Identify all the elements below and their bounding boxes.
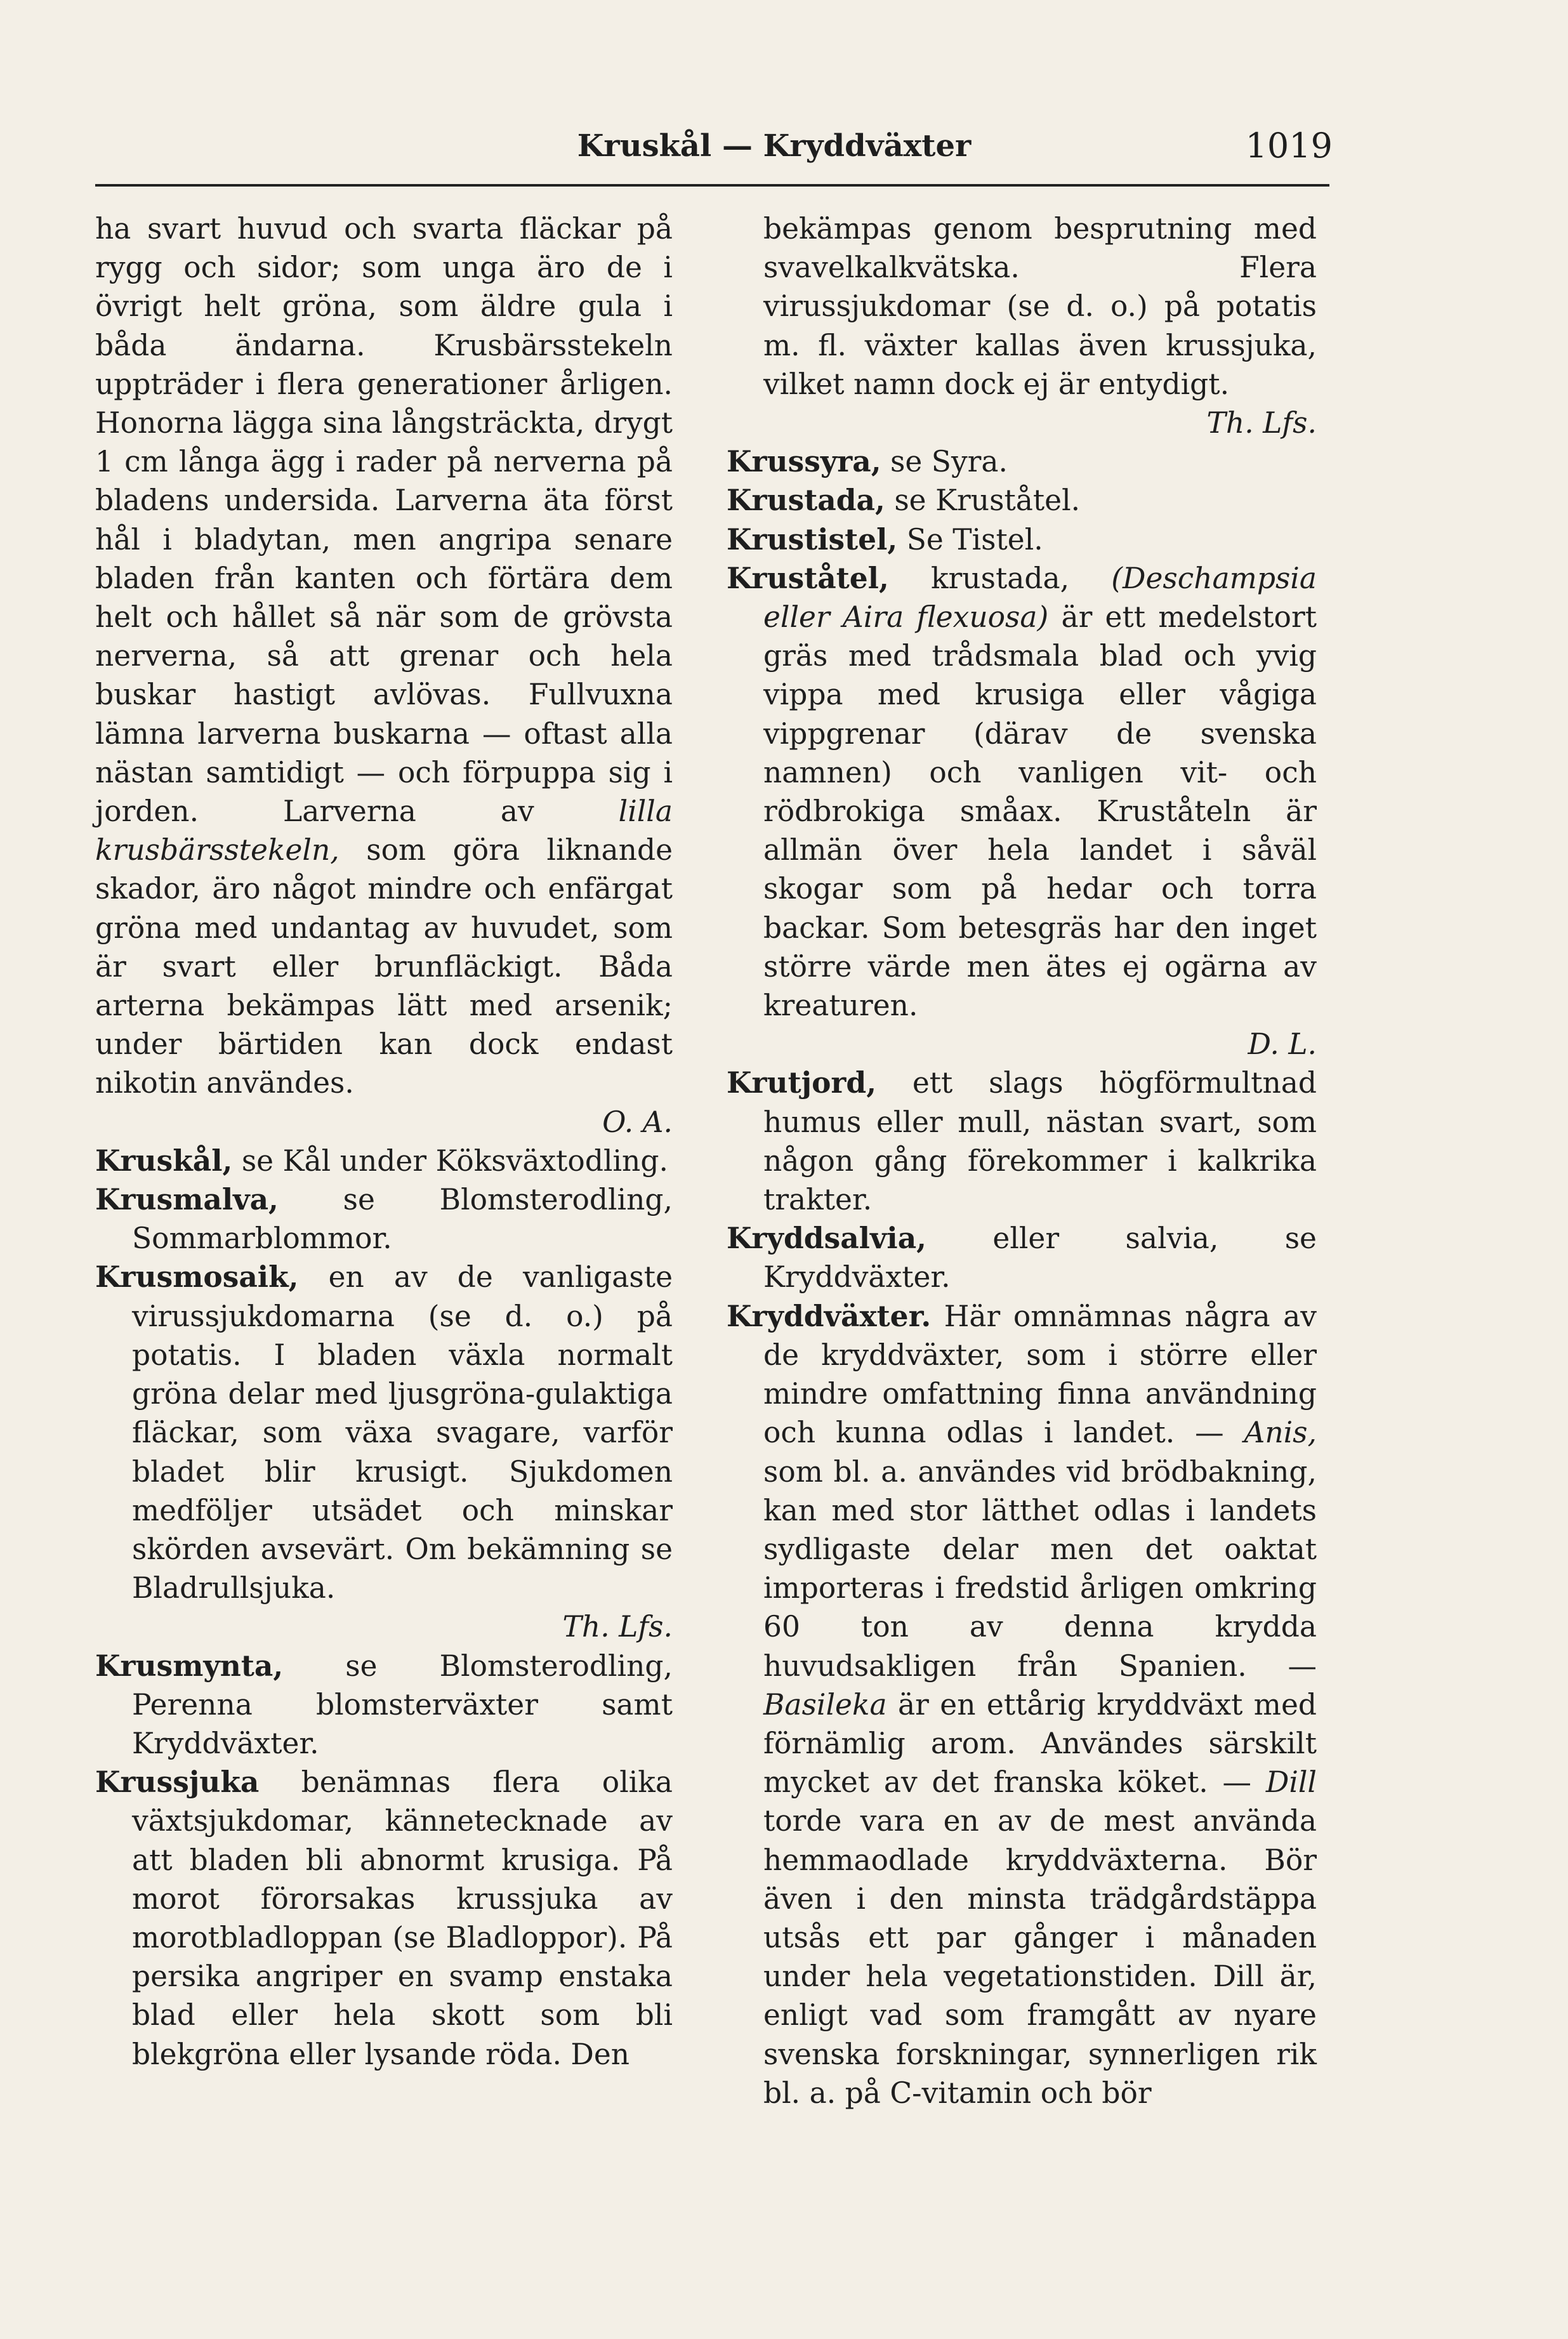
continuation-text2: som göra liknande skador, äro något mindre och enfärgat gröna med undantag av huvudet, som är svart eller brunfläckigt. Båda arterna bekämpas lätt med arsenik; under bärtiden kan dock endast nikotin användes. [95,833,673,1100]
headword: Krusmosaik, [95,1260,299,1295]
headword: Krusmynta, [95,1648,284,1683]
entry-text: benämnas flera olika växtsjukdomar, kännetecknade av att bladen bli abnormt krusiga. På morot förorsakas krussjuka av morotbladloppan (se Bladloppor). På persika angriper en svamp enstaka blad eller hela skott som bli blekgröna eller lysande röda. Den [132,1765,673,2071]
entry-text: ett slags högförmultnad humus eller mull, nästan svart, som någon gång förekommer i kalkrika trakter. [763,1066,1317,1217]
headword: Krustistel, [727,522,898,557]
entry-krussjuka [95,1763,673,2074]
signature: Th. Lfs. [1206,406,1317,440]
headword: Krussyra, [727,444,881,479]
entry-text: Här omnämnas några av de kryddväxter, som i större eller mindre omfattning finna användning och kunna odlas i landet. — [763,1299,1317,1450]
header-rule [95,184,1329,187]
entry-krustada [727,481,1317,520]
signature: O. A. [602,1105,673,1139]
headword: Kruståtel, [727,560,889,595]
entry-text: är ett medelstort gräs med trådsmala blad och yvig vippa med krusiga eller vågiga vippgrenar (därav de svenska namnen) och vanligen vit- och rödbrokiga småax. Kruståteln är allmän över hela landet i såväl skogar som på hedar och torra backar. Som betesgräs har den inget större värde men ätes ej ogärna av kreaturen. [763,600,1317,1023]
headword: Krutjord, [727,1065,877,1100]
headword: Kruskål, [95,1143,233,1178]
headword: Kryddväxter. [727,1298,932,1333]
continuation-text: bekämpas genom besprutning med svavelkalkvätska. Flera virussjukdomar (se d. o.) på potatis m. fl. växter kallas även krussjuka, vilket namn dock ej är entydigt. [763,212,1317,401]
headword: Krusmalva, [95,1182,279,1217]
signature: D. L. [1248,1027,1317,1062]
entry-text: eller salvia, se Kryddväxter. [763,1222,1317,1295]
headword: Krustada, [727,483,885,518]
entry-text: är en ettårig kryddväxt med förnämlig arom. Användes särskilt mycket av det franska köket. — [763,1687,1317,1800]
subentry-basileka: Basileka [763,1687,887,1722]
page-number: 1019 [1245,126,1333,166]
entry-krustistel [727,520,1317,559]
entry-krusmosaik [95,1258,673,1646]
subentry-anis: Anis, [1244,1416,1317,1450]
entry-text: Se Tistel. [906,522,1043,557]
entry-text: torde vara en av de mest använda hemmaodlade kryddväxterna. Bör även i den minsta trädgårdstäppa utsås ett par gånger i månaden under hela vegetationstiden. Dill är, enligt vad som framgått av nyare svenska forskningar, synnerligen rik bl. a. på C-vitamin och bör [763,1804,1317,2110]
entry-krusmynta [95,1647,673,1763]
entry-krutjord [727,1064,1317,1219]
entry-krusmalva [95,1180,673,1258]
entry-text: se Blomsterodling, Perenna blomsterväxter samt Kryddväxter. [132,1649,673,1760]
page-header [102,121,1333,171]
entry-text: som bl. a. användes vid brödbakning, kan med stor lätthet odlas i landets sydligaste delar men det oaktat importeras i fredstid årligen omkring 60 ton av denna krydda huvudsakligen från Spanien. — [763,1454,1317,1683]
continuation-italic: lilla krusbärsstekeln, [95,794,673,867]
continuation-text: ha svart huvud och svarta fläckar på rygg och sidor; som unga äro de i övrigt helt gröna, som äldre gula i båda ändarna. Krusbärsstekeln uppträder i flera generationer årligen. Honorna lägga sina långsträckta, drygt 1 cm långa ägg i rader på nerverna på bladens undersida. Larverna äta först hål i bladytan, men angripa senare bladen från kanten och förtära dem helt och hållet så när som de grövsta nerverna, så att grenar och hela buskar hastigt avlövas. Fullvuxna lämna larverna buskarna — oftast alla nästan samtidigt — och förpuppa sig i jorden. Larverna av [95,212,673,829]
entry-continuation-right [727,209,1317,442]
running-head: Kruskål — Kryddväxter [577,128,972,164]
entry-kryddvaxter [727,1297,1317,2112]
entry-text: se Kål under Köksväxtodling. [241,1143,668,1178]
headword: Krussjuka [95,1765,260,1800]
headword: Kryddsalvia, [727,1221,927,1256]
entry-text: se Kruståtel. [894,484,1081,518]
entry-text: se Syra. [890,445,1008,479]
entry-krussyra [727,442,1317,481]
entry-kruskal [95,1142,673,1180]
subentry-dill: Dill [1265,1765,1317,1800]
entry-kryddsalvia [727,1219,1317,1296]
right-column [727,209,1317,2112]
entry-text: krustada, [930,561,1070,595]
entry-text: se Blomsterodling, Sommarblommor. [132,1183,673,1256]
entry-continuation [95,209,673,1142]
signature: Th. Lfs. [562,1610,673,1644]
entry-krustatel [727,559,1317,1064]
entry-text: en av de vanligaste virussjukdomarna (se d. o.) på potatis. I bladen växla normalt gröna delar med ljusgröna-gulaktiga fläckar, som växa svagare, varför bladet blir krusigt. Sjukdomen medföljer utsädet och minskar skörden avsevärt. Om bekämning se Bladrullsjuka. [132,1260,673,1605]
latin-name: (Deschampsia eller Aira flexuosa) [763,561,1317,635]
left-column [95,209,673,2074]
